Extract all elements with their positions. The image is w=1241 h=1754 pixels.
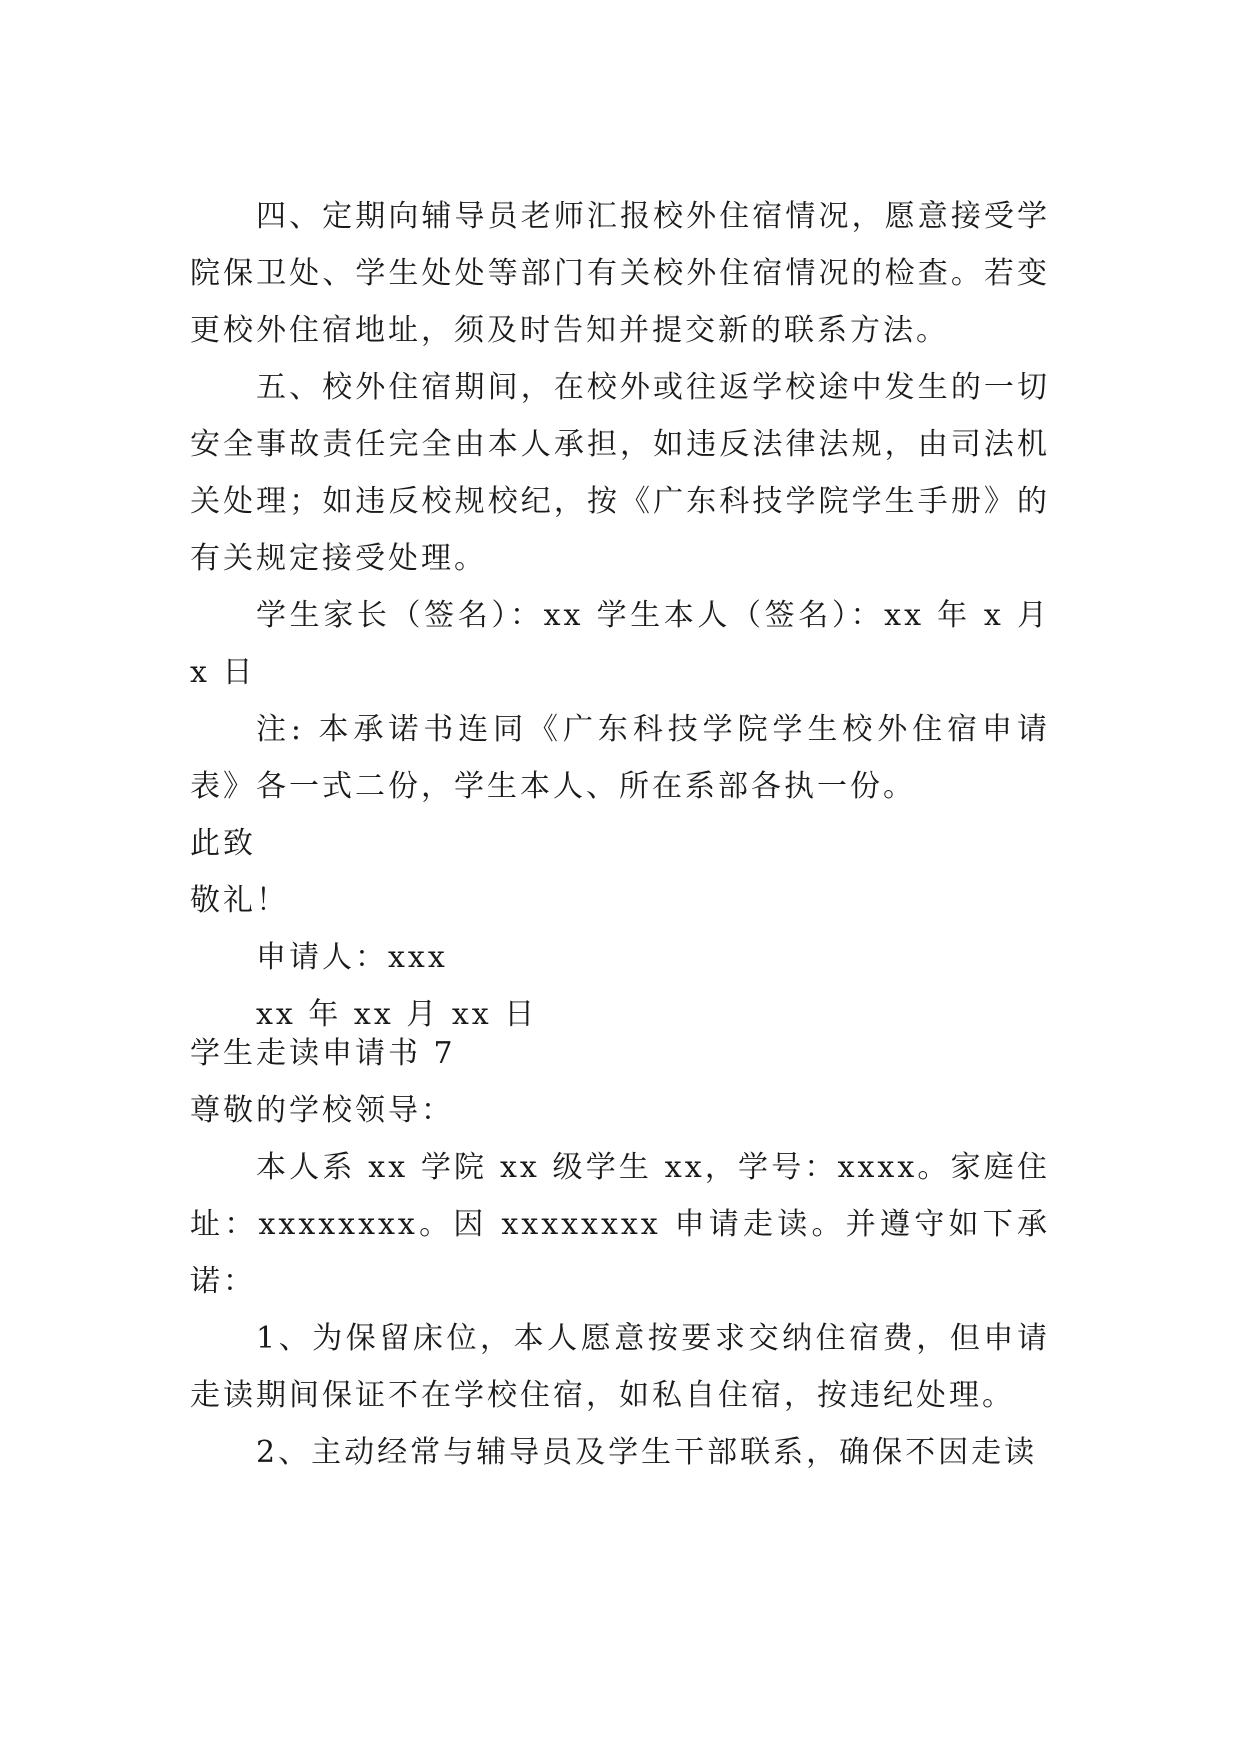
paragraph-item-5: 五、校外住宿期间，在校外或往返学校途中发生的一切安全事故责任完全由本人承担，如违反法律法规，由司法机关处理；如违反校规校纪，按《广东科技学院学生手册》的有关规定接受处理。 (190, 370, 1050, 576)
section-b (190, 1025, 1050, 1481)
paragraph-item-4: 四、定期向辅导员老师汇报校外住宿情况，愿意接受学院保卫处、学生处处等部门有关校外住宿情况的检查。若变更校外住宿地址，须及时告知并提交新的联系方法。 (190, 199, 1050, 348)
applicant-line: 申请人：xxx (256, 940, 448, 975)
salutation: 尊敬的学校领导： (190, 1093, 454, 1128)
date-line: xx 年 xx 月 xx 日 (256, 997, 538, 1032)
closing-line-2: 敬礼！ (190, 883, 289, 918)
note-paragraph: 注: 本承诺书连同《广东科技学院学生校外住宿申请表》各一式二份，学生本人、所在系部各执一份。 (190, 712, 1050, 804)
paragraph-item-1: 1、为保留床位，本人愿意按要求交纳住宿费，但申请走读期间保证不在学校住宿，如私自住宿，按违纪处理。 (190, 1321, 1050, 1413)
section-a (190, 188, 1050, 1043)
closing-line-1: 此致 (190, 826, 256, 861)
document-title: 学生走读申请书 7 (190, 1036, 456, 1071)
paragraph-item-2: 2、主动经常与辅导员及学生干部联系，确保不因走读 (256, 1435, 1038, 1470)
signature-line: 学生家长（签名）：xx 学生本人（签名）：xx 年 x 月 x 日 (190, 598, 1050, 690)
intro-paragraph: 本人系 xx 学院 xx 级学生 xx，学号：xxxx。家庭住址：xxxxxxxx。因 xxxxxxxx 申请走读。并遵守如下承诺： (190, 1150, 1050, 1299)
